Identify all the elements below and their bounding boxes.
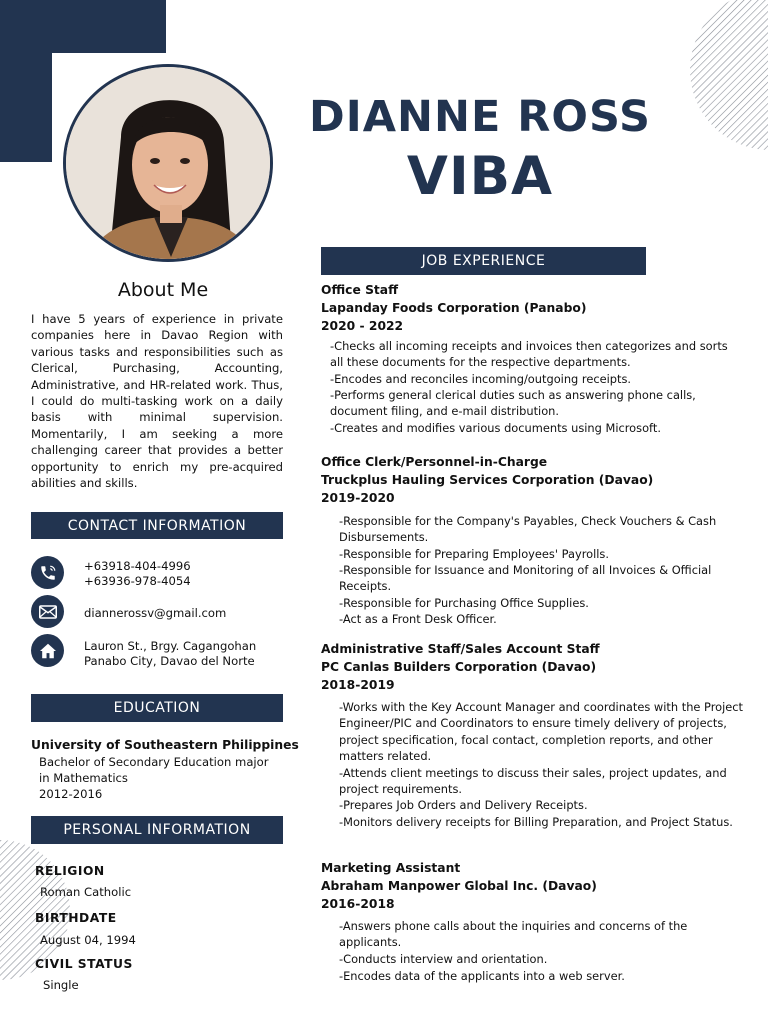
job-company: PC Canlas Builders Corporation (Davao) [321,660,597,674]
address-line: Panabo City, Davao del Norte [84,654,255,668]
job-company: Truckplus Hauling Services Corporation (Davao) [321,473,654,487]
phone-number[interactable]: +63918-404-4996 [84,559,191,573]
civil-status-value: Single [43,978,79,992]
birthdate-value: August 04, 1994 [40,933,136,947]
job-duty: -Conducts interview and orientation. [339,952,548,966]
job-duty: -Responsible for Preparing Employees' Payrolls. [339,547,609,561]
home-icon [31,634,64,667]
job-title: Administrative Staff/Sales Account Staff [321,642,600,656]
corner-block-left [0,0,52,162]
education-years: 2012-2016 [39,787,103,801]
job-title: Office Clerk/Personnel-in-Charge [321,455,548,469]
profile-photo [63,64,273,262]
job-duty: -Responsible for the Company's Payables, Check Vouchers & Cash Disbursements. [339,514,717,545]
job-duty: -Answers phone calls about the inquiries and concerns of the applicants. [339,919,688,950]
religion-label: RELIGION [35,864,105,878]
job-duty: -Attends client meetings to discuss their sales, project updates, and project requirements. [339,766,727,797]
address-line: Lauron St., Brgy. Cagangohan [84,639,257,653]
job-duty: -Responsible for Issuance and Monitoring of all Invoices & Official Receipts. [339,563,712,594]
job-company: Abraham Manpower Global Inc. (Davao) [321,879,597,893]
civil-status-label: CIVIL STATUS [35,957,133,971]
mail-icon [31,595,64,628]
job-duty: -Creates and modifies various documents using Microsoft. [330,421,661,435]
birthdate-label: BIRTHDATE [35,911,117,925]
education-degree: in Mathematics [39,771,128,785]
phone-icon [31,556,64,589]
job-duty: -Prepares Job Orders and Delivery Receipts. [339,798,588,812]
phone-number[interactable]: +63936-978-4054 [84,574,191,588]
education-school: University of Southeastern Philippines [31,738,299,752]
job-duty: -Works with the Key Account Manager and coordinates with the Project Engineer/PIC and Coordinators to ensure timely delivery of projects, project specification, focal contact, completion reports, and other matters related. [339,700,744,763]
job-years: 2018-2019 [321,678,395,692]
job-years: 2016-2018 [321,897,395,911]
job-duty: -Encodes and reconciles incoming/outgoing receipts. [330,372,632,386]
job-duty: -Performs general clerical duties such as answering phone calls, document filing, and e-mail distribution. [330,388,696,419]
job-duty: -Encodes data of the applicants into a web server. [339,969,625,983]
job-years: 2020 - 2022 [321,319,404,333]
about-title: About Me [117,279,209,301]
job-duty: -Responsible for Purchasing Office Supplies. [339,596,589,610]
job-title: Marketing Assistant [321,861,461,875]
education-degree: Bachelor of Secondary Education major [39,755,269,769]
job-company: Lapanday Foods Corporation (Panabo) [321,301,587,315]
email-address[interactable]: diannerossv@gmail.com [84,606,227,620]
job-years: 2019-2020 [321,491,395,505]
hatched-circle-decoration [690,0,768,150]
personal-header: PERSONAL INFORMATION [31,816,283,844]
contact-header: CONTACT INFORMATION [31,512,283,539]
job-duty: -Checks all incoming receipts and invoices then categorizes and sorts all these documents for the respective departments. [330,339,728,370]
name-last: VIBA [406,146,554,207]
job-experience-header: JOB EXPERIENCE [321,247,646,275]
job-title: Office Staff [321,283,399,297]
about-text: I have 5 years of experience in private companies here in Davao Region with various tasks and responsibilities such as Clerical, Purchasing, Accounting, Administrative, and HR-related work. Thus, I could do multi-tasking work on a daily basis with minimal supervision. Momentarily, I am seeking a more challenging career that provides a better opportunity to enrich my pre-acquired abilities and skills. [31,312,283,491]
job-duty: -Monitors delivery receipts for Billing Preparation, and Project Status. [339,815,733,829]
job-duty: -Act as a Front Desk Officer. [339,612,497,626]
religion-value: Roman Catholic [40,885,132,899]
education-header: EDUCATION [31,694,283,722]
name-first: DIANNE ROSS [309,92,651,142]
